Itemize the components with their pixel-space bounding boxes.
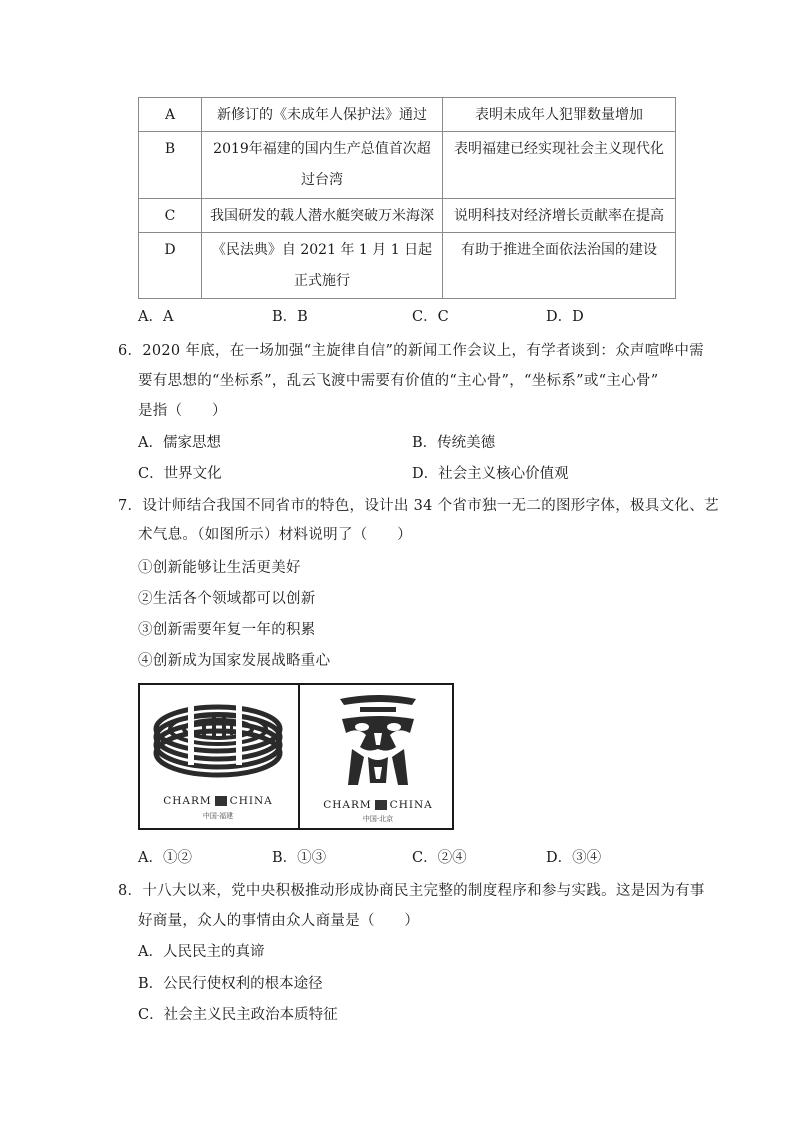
q7-statement-1: ①创新能够让生活更美好	[138, 560, 301, 576]
fujian-subtitle: 中国·福建	[202, 812, 234, 820]
seal-icon	[215, 796, 227, 806]
q8-option-b[interactable]: B．公民行使权利的根本途径	[138, 976, 323, 992]
brand-text: CHARM	[163, 795, 212, 807]
q7-option-a[interactable]: A．①②	[138, 850, 192, 866]
q5-option-d[interactable]: D．D	[546, 309, 584, 325]
fujian-glyph-icon	[140, 689, 296, 789]
fujian-logo-panel	[140, 685, 296, 828]
q6-option-a[interactable]: A．儒家思想	[138, 435, 221, 451]
q7-stem-line-1: 7．设计师结合我国不同省市的特色，设计出 34 个省市独一无二的图形字体，极具文化、艺	[118, 498, 719, 514]
q5-option-c[interactable]: C．C	[412, 309, 449, 325]
q6-stem-line-2: 要有思想的“坐标系”，乱云飞渡中需要有价值的“主心骨”，“坐标系”或“主心骨”	[138, 373, 659, 389]
seal-icon	[375, 800, 387, 810]
brand-text: CHINA	[229, 795, 273, 807]
brand-text: CHINA	[389, 799, 433, 811]
beijing-brand	[300, 799, 456, 811]
row-meaning: 表明未成年人犯罪数量增加	[443, 98, 676, 132]
beijing-logo-panel	[300, 685, 456, 828]
table-row	[139, 98, 676, 132]
q6-option-b[interactable]: B．传统美德	[412, 435, 496, 451]
brand-text: CHARM	[323, 799, 372, 811]
row-label: C	[139, 199, 202, 233]
q7-statement-4: ④创新成为国家发展战略重心	[138, 653, 331, 669]
q7-statement-2: ②生活各个领域都可以创新	[138, 591, 316, 607]
q7-stem-line-2: 术气息。（如图所示）材料说明了（ ）	[138, 527, 412, 543]
beijing-subtitle: 中国·北京	[362, 815, 394, 823]
row-meaning: 说明科技对经济增长贡献率在提高	[443, 199, 676, 233]
q6-stem-line-1: 6．2020 年底，在一场加强“主旋律自信”的新闻工作会议上，有学者谈到：众声喧哗中需	[118, 343, 704, 359]
row-event: 《民法典》自 2021 年 1 月 1 日起正式施行	[202, 233, 443, 299]
q5-option-b[interactable]: B．B	[272, 309, 308, 325]
opera-mask-icon	[300, 687, 456, 795]
q6-stem-line-3: 是指（ ）	[138, 403, 227, 419]
q8-stem-line-2: 好商量，众人的事情由众人商量是（ ）	[138, 913, 420, 929]
q8-option-c[interactable]: C．社会主义民主政治本质特征	[138, 1007, 338, 1023]
q7-option-d[interactable]: D．③④	[546, 850, 602, 866]
fujian-brand	[140, 795, 296, 807]
row-event: 我国研发的载人潜水艇突破万米海深	[202, 199, 443, 233]
q7-option-c[interactable]: C．②④	[412, 850, 467, 866]
table-row	[139, 199, 676, 233]
q7-figure	[138, 683, 454, 830]
row-event: 新修订的《未成年人保护法》通过	[202, 98, 443, 132]
q5-table	[138, 97, 676, 299]
q8-stem-line-1: 8．十八大以来，党中央积极推动形成协商民主完整的制度程序和参与实践。这是因为有事	[118, 883, 705, 899]
q5-option-a[interactable]: A．A	[138, 309, 174, 325]
table-row	[139, 132, 676, 199]
q7-statement-3: ③创新需要年复一年的积累	[138, 622, 316, 638]
row-label: A	[139, 98, 202, 132]
row-meaning: 表明福建已经实现社会主义现代化	[443, 132, 676, 199]
q7-option-b[interactable]: B．①③	[272, 850, 327, 866]
row-label: D	[139, 233, 202, 299]
q6-option-d[interactable]: D．社会主义核心价值观	[412, 466, 569, 482]
q8-option-a[interactable]: A．人民民主的真谛	[138, 944, 265, 960]
row-label: B	[139, 132, 202, 199]
q6-option-c[interactable]: C．世界文化	[138, 466, 222, 482]
table-row	[139, 233, 676, 299]
row-event: 2019年福建的国内生产总值首次超过台湾	[202, 132, 443, 199]
row-meaning: 有助于推进全面依法治国的建设	[443, 233, 676, 299]
